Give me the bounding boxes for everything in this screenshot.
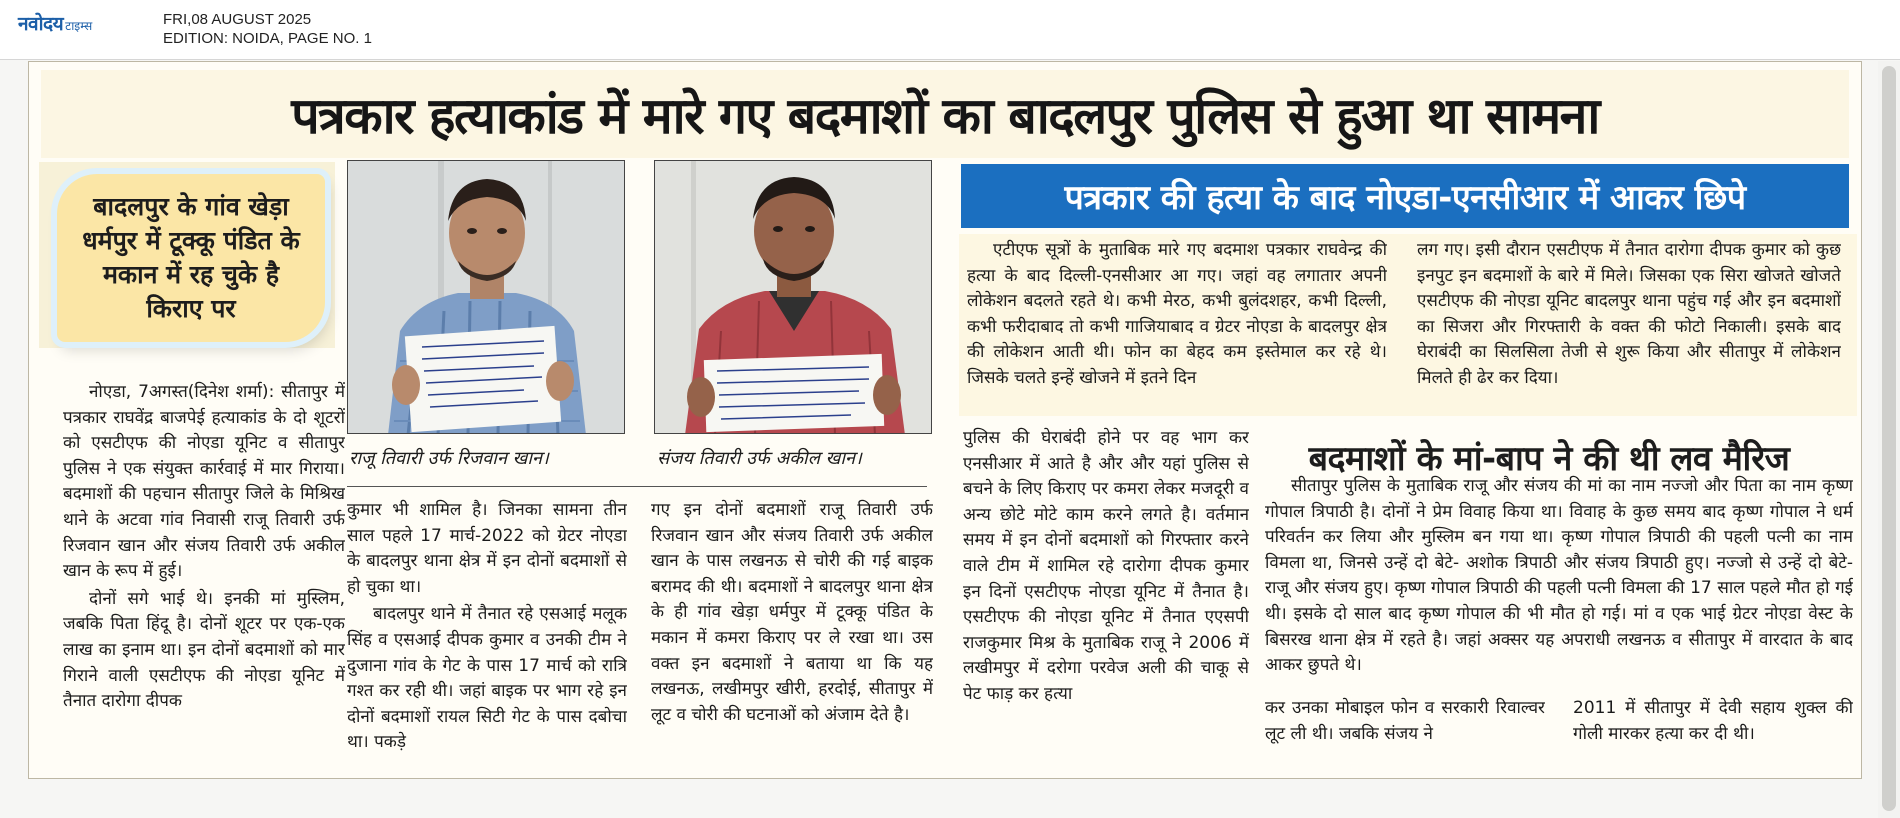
article-column-3 — [651, 498, 933, 779]
bottom-col-a-paragraph: कर उनका मोबाइल फोन व सरकारी रिवाल्वर लूट ली थी। जबकि संजय ने — [1265, 698, 1545, 744]
article-bottom-col-a — [1265, 696, 1545, 779]
photo-caption-sanjay: संजय तिवारी उर्फ अकील खान। — [657, 448, 862, 469]
newspaper-page — [28, 61, 1862, 779]
column-1-paragraph-2: दोनों सगे भाई थे। इनकी मां मुस्लिम, जबकि पिता हिंदू है। दोनों शूटर पर एक-एक लाख का इनाम था। इन दोनों बदमाशों को मार गिराने वाली एसटीएफ की नोएडा यूनिट में तैनात दारोगा दीपक — [63, 588, 345, 712]
section-heading-text: पत्रकार की हत्या के बाद नोएडा-एनसीआर में आकर छिपे — [1064, 178, 1746, 218]
column-4-bottom-paragraph: पुलिस की घेराबंदी होने पर वह भाग कर एनसीआर में आते है और और यहां पुलिस से बचने के लिए किराए पर कमरा लेकर मजदूरी व अन्य छोटे मोटे काम करने लगते है। वर्तमान समय में इन दोनों बदमाशों को गिरफ्तार करने वाले टीम में शामिल रहे दारोगा दीपक कुमार इन दिनों एसटीएफ नोएडा यूनिट में तैनात है। एसटीएफ की नोएडा यूनिट में तैनात एएसपी राजकुमार मिश्र के मुताबिक राजू ने 2006 में लखीमपुर में दरोगा परवेज अली की चाकू से पेट फाड़ कर हत्या — [963, 428, 1249, 704]
edition-info — [163, 10, 372, 48]
caption-divider — [347, 486, 927, 487]
section-heading — [961, 164, 1849, 228]
callout-text: बादलपुर के गांव खेड़ा धर्मपुर में टूक्कू पंडित के मकान में रह चुके है किराए पर — [82, 192, 300, 323]
article-column-2 — [347, 498, 627, 779]
edition-date: FRI,08 AUGUST 2025 — [163, 11, 312, 28]
article-column-4-bottom — [963, 426, 1249, 779]
column-5-top-paragraph: लग गए। इसी दौरान एसटीएफ में तैनात दारोगा दीपक कुमार को कुछ इनपुट इन बदमाशों के बारे में मिले। जिसका एक सिरा खोजते खोजते एसटीएफ की नोएडा यूनिट बादलपुर थाना पहुंच गई और इन बदमाशों का सिजरा और गिरफ्तारी के वक्त की फोटो निकाली। इसके बाद घेराबंदी का सिलसिला तेजी से शुरू किया और सीतापुर में लोकेशन मिलते ही ढेर कर दिया। — [1417, 240, 1841, 388]
column-4-top-paragraph: एटीएफ सूत्रों के मुताबिक मारे गए बदमाश पत्रकार राघवेन्द्र की हत्या के बाद दिल्ली-एनसीआर आ गए। जहां वह लगातार अपनी लोकेशन बदलते रहते थे। कभी मेरठ, कभी बुलंदशहर, कभी दिल्ली, कभी फरीदाबाद तो कभी गाजियाबाद व ग्रेटर नोएडा के बादलपुर क्षेत्र की लोकेशन आती थी। फोन का बेहद कम इस्तेमाल कर रहे थे। जिसके चलते इन्हें खोजने में इतने दिन — [967, 240, 1387, 388]
photo-raju-illustration — [348, 161, 625, 434]
photo-raju[interactable] — [347, 160, 625, 434]
photo-sanjay[interactable] — [654, 160, 932, 434]
headline-banner — [41, 70, 1849, 158]
scrollbar-thumb[interactable] — [1882, 66, 1896, 811]
photo-sanjay-illustration — [655, 161, 932, 434]
newspaper-logo[interactable] — [18, 10, 92, 34]
article-column-4-top — [967, 238, 1387, 414]
logo-main-text: नवोदय — [18, 13, 64, 35]
love-marriage-paragraph: सीतापुर पुलिस के मुताबिक राजू और संजय की मां का नाम नज्जो और पिता का नाम कृष्ण गोपाल त्रिपाठी है। दोनों ने प्रेम विवाह किया था। विवाह के कुछ समय बाद कृष्ण गोपाल ने धर्म परिवर्तन कर लिया और मुस्लिम बन गया था। कृष्ण गोपाल त्रिपाठी की पहली पत्नी का नाम विमला था, जिनसे उन्हें दो बेटे- अशोक त्रिपाठी और संजय त्रिपाठी हुए। नज्जो से उन्हें दो बेटे- राजू और संजय हुए। कृष्ण गोपाल त्रिपाठी की पहली पत्नी विमला की 17 साल पहले मौत हो गई थी। इसके दो साल बाद कृष्ण गोपाल की भी मौत हो गई। मां व एक भाई ग्रेटर नोएडा वेस्ट के बिसरख थाना क्षेत्र में रहते है। जहां अक्सर यह अपराधी लखनऊ व सीतापुर में वारदात के बाद आकर छुपते थे। — [1265, 476, 1853, 676]
top-bar — [0, 0, 1900, 60]
column-3-paragraph-1: गए इन दोनों बदमाशों राजू तिवारी उर्फ रिजवान खान और संजय तिवारी उर्फ अकील खान के पास लखनऊ से चोरी की गई बाइक बरामद की थी। बदमाशों ने बादलपुर थाना क्षेत्र के ही गांव खेड़ा धर्मपुर में टूक्कू पंडित के मकान में कमरा किराए पर ले रखा था। उस वक्त इन बदमाशों ने बताया था कि यह लखनऊ, लखीमपुर खीरी, हरदोई, सीतापुर में लूट व चोरी की घटनाओं को अंजाम देते है। — [651, 500, 933, 725]
logo-sub-text: टाइम्स — [65, 19, 93, 33]
article-bottom-col-b — [1573, 696, 1853, 779]
article-column-5-top — [1417, 238, 1841, 414]
page-headline: पत्रकार हत्याकांड में मारे गए बदमाशों का बादलपुर पुलिस से हुआ था सामना — [291, 87, 1599, 145]
article-love-marriage — [1265, 474, 1853, 680]
callout-shape — [57, 174, 325, 342]
column-2-paragraph-2: बादलपुर थाने में तैनात रहे एसआई मलूक सिंह व एसआई दीपक कुमार व उनकी टीम ने दुजाना गांव के गेट के पास 17 मार्च को रात्रि गश्त कर रही थी। जहां बाइक पर भाग रहे इन दोनों बदमाशों रायल सिटी गेट के पास दबोचा था। पकड़े — [347, 604, 627, 753]
column-2-paragraph-1: कुमार भी शामिल है। जिनका सामना तीन साल पहले 17 मार्च-2022 को ग्रेटर नोएडा के बादलपुर थाना क्षेत्र में इन दोनों बदमाशों से हो चुका था। — [347, 500, 627, 597]
callout-box — [39, 162, 335, 348]
photo-caption-raju: राजू तिवारी उर्फ रिजवान खान। — [349, 448, 549, 469]
edition-page: EDITION: NOIDA, PAGE NO. 1 — [163, 30, 372, 47]
column-1-paragraph-1: नोएडा, 7अगस्त(दिनेश शर्मा): सीतापुर में पत्रकार राघवेंद्र बाजपेई हत्याकांड के दो शूटरों को एसटीएफ की नोएडा यूनिट व सीतापुर पुलिस ने एक संयुक्त कार्रवाई में मार गिराया। बदमाशों की पहचान सीतापुर जिले के मिश्रिख थाने के अटवा गांव निवासी राजू तिवारी उर्फ रिजवान खान और संजय तिवारी उर्फ अकील खान के रूप में हुई। — [63, 382, 345, 582]
bottom-col-b-paragraph: 2011 में सीतापुर में देवी सहाय शुक्ल की गोली मारकर हत्या कर दी थी। — [1573, 698, 1853, 744]
sub-heading: बदमाशों के मां-बाप ने की थी लव मैरिज — [1308, 439, 1790, 479]
article-column-1 — [63, 380, 345, 779]
